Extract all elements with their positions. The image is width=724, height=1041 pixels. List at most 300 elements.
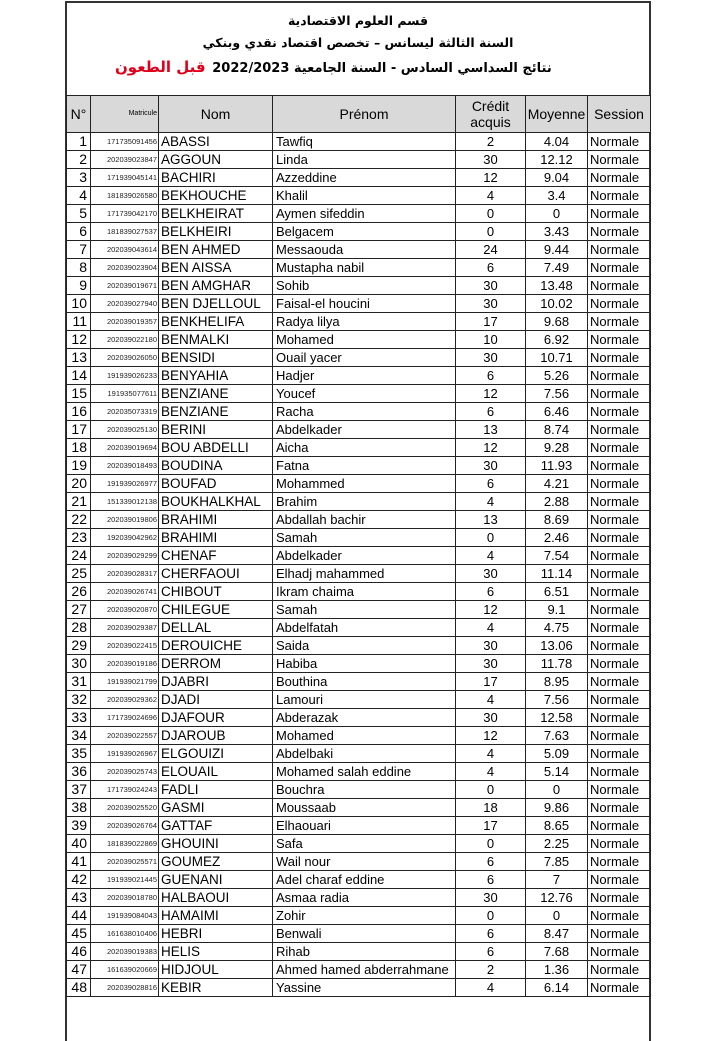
- session-cell: Normale: [588, 979, 651, 997]
- matricule-cell: 202039019671: [91, 277, 159, 295]
- nom-cell: AGGOUN: [159, 151, 273, 169]
- matricule-cell: 202039022415: [91, 637, 159, 655]
- credit-cell: 30: [456, 565, 526, 583]
- moyenne-cell: 3.43: [526, 223, 588, 241]
- table-row: [67, 871, 651, 889]
- matricule-cell: 161639020669: [91, 961, 159, 979]
- table-row: [67, 385, 651, 403]
- table-row: [67, 943, 651, 961]
- credit-cell: 30: [456, 277, 526, 295]
- credit-cell: 0: [456, 529, 526, 547]
- table-row: [67, 313, 651, 331]
- moyenne-cell: 5.26: [526, 367, 588, 385]
- session-cell: Normale: [588, 547, 651, 565]
- credit-cell: 0: [456, 781, 526, 799]
- matricule-cell: 202039026741: [91, 583, 159, 601]
- row-number: 34: [67, 727, 91, 745]
- session-cell: Normale: [588, 673, 651, 691]
- nom-cell: HELIS: [159, 943, 273, 961]
- credit-cell: 30: [456, 709, 526, 727]
- table-row: [67, 205, 651, 223]
- col-header-prenom: Prénom: [273, 96, 456, 133]
- matricule-cell: 191939021445: [91, 871, 159, 889]
- matricule-cell: 202039028317: [91, 565, 159, 583]
- matricule-cell: 202039020870: [91, 601, 159, 619]
- session-cell: Normale: [588, 331, 651, 349]
- prenom-cell: Asmaa radia: [273, 889, 456, 907]
- session-cell: Normale: [588, 907, 651, 925]
- nom-cell: DJAROUB: [159, 727, 273, 745]
- prenom-cell: Abdelfatah: [273, 619, 456, 637]
- credit-cell: 4: [456, 619, 526, 637]
- prenom-cell: Linda: [273, 151, 456, 169]
- credit-cell: 30: [456, 151, 526, 169]
- row-number: 23: [67, 529, 91, 547]
- credit-cell: 30: [456, 655, 526, 673]
- credit-cell: 4: [456, 979, 526, 997]
- nom-cell: DJADI: [159, 691, 273, 709]
- prenom-cell: Elhaouari: [273, 817, 456, 835]
- prenom-cell: Azzeddine: [273, 169, 456, 187]
- session-cell: Normale: [588, 529, 651, 547]
- nom-cell: ABASSI: [159, 133, 273, 151]
- matricule-cell: 161638010406: [91, 925, 159, 943]
- nom-cell: BOUKHALKHAL: [159, 493, 273, 511]
- matricule-cell: 202039019806: [91, 511, 159, 529]
- matricule-cell: 202039025571: [91, 853, 159, 871]
- moyenne-cell: 0: [526, 781, 588, 799]
- session-cell: Normale: [588, 493, 651, 511]
- table-row: [67, 583, 651, 601]
- moyenne-cell: 7.63: [526, 727, 588, 745]
- prenom-cell: Racha: [273, 403, 456, 421]
- matricule-cell: 191939084043: [91, 907, 159, 925]
- session-cell: Normale: [588, 259, 651, 277]
- prenom-cell: Mustapha nabil: [273, 259, 456, 277]
- credit-cell: 12: [456, 601, 526, 619]
- row-number: 7: [67, 241, 91, 259]
- table-row: [67, 439, 651, 457]
- table-row: [67, 601, 651, 619]
- table-row: [67, 511, 651, 529]
- col-header-moyenne: Moyenne: [526, 96, 588, 133]
- prenom-cell: Aicha: [273, 439, 456, 457]
- matricule-cell: 191939021799: [91, 673, 159, 691]
- moyenne-cell: 2.88: [526, 493, 588, 511]
- moyenne-cell: 1.36: [526, 961, 588, 979]
- credit-cell: 4: [456, 763, 526, 781]
- semester-title: نتائج السداسي السادس - السنة الجامعية 2022/2023: [212, 61, 552, 76]
- moyenne-cell: 6.51: [526, 583, 588, 601]
- prenom-cell: Mohamed: [273, 727, 456, 745]
- credit-cell: 4: [456, 745, 526, 763]
- moyenne-cell: 12.12: [526, 151, 588, 169]
- nom-cell: KEBIR: [159, 979, 273, 997]
- session-cell: Normale: [588, 151, 651, 169]
- row-number: 37: [67, 781, 91, 799]
- credit-cell: 17: [456, 817, 526, 835]
- moyenne-cell: 0: [526, 205, 588, 223]
- session-cell: Normale: [588, 727, 651, 745]
- prenom-cell: Bouchra: [273, 781, 456, 799]
- prenom-cell: Faisal-el houcini: [273, 295, 456, 313]
- table-row: [67, 709, 651, 727]
- credit-cell: 12: [456, 385, 526, 403]
- matricule-cell: 202039026050: [91, 349, 159, 367]
- nom-cell: GASMI: [159, 799, 273, 817]
- moyenne-cell: 6.14: [526, 979, 588, 997]
- matricule-cell: 202035073319: [91, 403, 159, 421]
- nom-cell: BOU ABDELLI: [159, 439, 273, 457]
- prenom-cell: Habiba: [273, 655, 456, 673]
- table-row: [67, 961, 651, 979]
- nom-cell: BACHIRI: [159, 169, 273, 187]
- prenom-cell: Abdelkader: [273, 547, 456, 565]
- credit-cell: 6: [456, 871, 526, 889]
- matricule-cell: 191939026977: [91, 475, 159, 493]
- row-number: 20: [67, 475, 91, 493]
- nom-cell: BENZIANE: [159, 385, 273, 403]
- prenom-cell: Samah: [273, 601, 456, 619]
- row-number: 17: [67, 421, 91, 439]
- matricule-cell: 151339012138: [91, 493, 159, 511]
- table-row: [67, 673, 651, 691]
- session-cell: Normale: [588, 709, 651, 727]
- prenom-cell: Ahmed hamed abderrahmane: [273, 961, 456, 979]
- col-header-session: Session: [588, 96, 651, 133]
- nom-cell: BEN AISSA: [159, 259, 273, 277]
- moyenne-cell: 9.04: [526, 169, 588, 187]
- session-cell: Normale: [588, 835, 651, 853]
- row-number: 8: [67, 259, 91, 277]
- matricule-cell: 171735091456: [91, 133, 159, 151]
- session-cell: Normale: [588, 565, 651, 583]
- prenom-cell: Abdelbaki: [273, 745, 456, 763]
- credit-cell: 6: [456, 853, 526, 871]
- table-row: [67, 493, 651, 511]
- row-number: 1: [67, 133, 91, 151]
- session-cell: Normale: [588, 583, 651, 601]
- row-number: 2: [67, 151, 91, 169]
- table-row: [67, 169, 651, 187]
- col-header-num: N°: [67, 96, 91, 133]
- row-number: 40: [67, 835, 91, 853]
- table-row: [67, 853, 651, 871]
- matricule-cell: 202039019186: [91, 655, 159, 673]
- prenom-cell: Belgacem: [273, 223, 456, 241]
- credit-cell: 0: [456, 907, 526, 925]
- session-cell: Normale: [588, 169, 651, 187]
- credit-cell: 12: [456, 727, 526, 745]
- matricule-cell: 202039029362: [91, 691, 159, 709]
- prenom-cell: Wail nour: [273, 853, 456, 871]
- moyenne-cell: 2.25: [526, 835, 588, 853]
- moyenne-cell: 8.65: [526, 817, 588, 835]
- session-cell: Normale: [588, 295, 651, 313]
- moyenne-cell: 3.4: [526, 187, 588, 205]
- matricule-cell: 202039028816: [91, 979, 159, 997]
- moyenne-cell: 9.68: [526, 313, 588, 331]
- nom-cell: BEKHOUCHE: [159, 187, 273, 205]
- nom-cell: HALBAOUI: [159, 889, 273, 907]
- matricule-cell: 192039042962: [91, 529, 159, 547]
- row-number: 44: [67, 907, 91, 925]
- credit-cell: 30: [456, 889, 526, 907]
- moyenne-cell: 8.69: [526, 511, 588, 529]
- nom-cell: HIDJOUL: [159, 961, 273, 979]
- row-number: 11: [67, 313, 91, 331]
- session-cell: Normale: [588, 763, 651, 781]
- moyenne-cell: 10.02: [526, 295, 588, 313]
- row-number: 48: [67, 979, 91, 997]
- row-number: 29: [67, 637, 91, 655]
- table-row: [67, 151, 651, 169]
- matricule-cell: 191939026233: [91, 367, 159, 385]
- moyenne-cell: 13.06: [526, 637, 588, 655]
- row-number: 19: [67, 457, 91, 475]
- credit-cell: 17: [456, 673, 526, 691]
- table-row: [67, 259, 651, 277]
- table-row: [67, 763, 651, 781]
- nom-cell: DELLAL: [159, 619, 273, 637]
- credit-cell: 4: [456, 547, 526, 565]
- prenom-cell: Yassine: [273, 979, 456, 997]
- matricule-cell: 202039027940: [91, 295, 159, 313]
- matricule-cell: 181839022869: [91, 835, 159, 853]
- matricule-cell: 202039025520: [91, 799, 159, 817]
- nom-cell: GOUMEZ: [159, 853, 273, 871]
- moyenne-cell: 0: [526, 907, 588, 925]
- session-cell: Normale: [588, 871, 651, 889]
- prenom-cell: Safa: [273, 835, 456, 853]
- table-row: [67, 277, 651, 295]
- row-number: 6: [67, 223, 91, 241]
- session-cell: Normale: [588, 385, 651, 403]
- nom-cell: DJAFOUR: [159, 709, 273, 727]
- credit-cell: 13: [456, 421, 526, 439]
- credit-cell: 24: [456, 241, 526, 259]
- session-cell: Normale: [588, 277, 651, 295]
- nom-cell: BOUDINA: [159, 457, 273, 475]
- credit-cell: 30: [456, 457, 526, 475]
- moyenne-cell: 4.21: [526, 475, 588, 493]
- session-cell: Normale: [588, 223, 651, 241]
- table-row: [67, 691, 651, 709]
- prenom-cell: Youcef: [273, 385, 456, 403]
- row-number: 36: [67, 763, 91, 781]
- nom-cell: DEROUICHE: [159, 637, 273, 655]
- row-number: 13: [67, 349, 91, 367]
- moyenne-cell: 8.95: [526, 673, 588, 691]
- nom-cell: BRAHIMI: [159, 529, 273, 547]
- nom-cell: BEN AMGHAR: [159, 277, 273, 295]
- moyenne-cell: 11.78: [526, 655, 588, 673]
- table-row: [67, 349, 651, 367]
- row-number: 32: [67, 691, 91, 709]
- credit-cell: 6: [456, 259, 526, 277]
- moyenne-cell: 9.86: [526, 799, 588, 817]
- nom-cell: BERINI: [159, 421, 273, 439]
- moyenne-cell: 6.46: [526, 403, 588, 421]
- table-row: [67, 187, 651, 205]
- nom-cell: CHILEGUE: [159, 601, 273, 619]
- table-row: [67, 367, 651, 385]
- row-number: 28: [67, 619, 91, 637]
- moyenne-cell: 13.48: [526, 277, 588, 295]
- table-row: [67, 907, 651, 925]
- moyenne-cell: 7.49: [526, 259, 588, 277]
- status-label: قبل الطعون: [115, 58, 206, 76]
- moyenne-cell: 7.85: [526, 853, 588, 871]
- credit-cell: 13: [456, 511, 526, 529]
- moyenne-cell: 5.14: [526, 763, 588, 781]
- session-cell: Normale: [588, 925, 651, 943]
- matricule-cell: 171739024243: [91, 781, 159, 799]
- session-cell: Normale: [588, 745, 651, 763]
- row-number: 45: [67, 925, 91, 943]
- credit-cell: 17: [456, 313, 526, 331]
- table-row: [67, 475, 651, 493]
- nom-cell: ELOUAIL: [159, 763, 273, 781]
- row-number: 25: [67, 565, 91, 583]
- table-row: [67, 547, 651, 565]
- matricule-cell: 191935077611: [91, 385, 159, 403]
- matricule-cell: 181839026580: [91, 187, 159, 205]
- table-row: [67, 781, 651, 799]
- credit-cell: 0: [456, 223, 526, 241]
- nom-cell: HEBRI: [159, 925, 273, 943]
- prenom-cell: Zohir: [273, 907, 456, 925]
- prenom-cell: Khalil: [273, 187, 456, 205]
- prenom-cell: Mohamed: [273, 331, 456, 349]
- moyenne-cell: 2.46: [526, 529, 588, 547]
- prenom-cell: Mohamed salah eddine: [273, 763, 456, 781]
- nom-cell: CHERFAOUI: [159, 565, 273, 583]
- nom-cell: BELKHEIRI: [159, 223, 273, 241]
- row-number: 33: [67, 709, 91, 727]
- prenom-cell: Moussaab: [273, 799, 456, 817]
- prenom-cell: Rihab: [273, 943, 456, 961]
- credit-cell: 6: [456, 583, 526, 601]
- prenom-cell: Mohammed: [273, 475, 456, 493]
- row-number: 12: [67, 331, 91, 349]
- row-number: 42: [67, 871, 91, 889]
- session-cell: Normale: [588, 781, 651, 799]
- col-header-matricule: Matricule: [91, 96, 159, 133]
- prenom-cell: Samah: [273, 529, 456, 547]
- session-cell: Normale: [588, 799, 651, 817]
- session-cell: Normale: [588, 637, 651, 655]
- credit-cell: 12: [456, 439, 526, 457]
- credit-label-line1: Crédit: [471, 98, 510, 114]
- matricule-cell: 171939045141: [91, 169, 159, 187]
- session-cell: Normale: [588, 205, 651, 223]
- row-number: 18: [67, 439, 91, 457]
- matricule-cell: 202039022180: [91, 331, 159, 349]
- session-cell: Normale: [588, 853, 651, 871]
- row-number: 47: [67, 961, 91, 979]
- results-table: [66, 95, 651, 997]
- moyenne-cell: 12.58: [526, 709, 588, 727]
- table-body: [67, 133, 651, 997]
- table-row: [67, 925, 651, 943]
- nom-cell: HAMAIMI: [159, 907, 273, 925]
- nom-cell: GATTAF: [159, 817, 273, 835]
- program-title: السنة الثالثة ليسانس – تخصص اقتصاد نقدي وبنكي: [202, 35, 514, 50]
- matricule-cell: 202039029387: [91, 619, 159, 637]
- prenom-cell: Sohib: [273, 277, 456, 295]
- matricule-cell: 202039019694: [91, 439, 159, 457]
- nom-cell: FADLI: [159, 781, 273, 799]
- nom-cell: CHIBOUT: [159, 583, 273, 601]
- credit-cell: 6: [456, 367, 526, 385]
- credit-cell: 6: [456, 943, 526, 961]
- matricule-cell: 202039025130: [91, 421, 159, 439]
- nom-cell: GUENANI: [159, 871, 273, 889]
- table-row: [67, 295, 651, 313]
- moyenne-cell: 6.92: [526, 331, 588, 349]
- table-row: [67, 457, 651, 475]
- moyenne-cell: 7.56: [526, 385, 588, 403]
- session-cell: Normale: [588, 439, 651, 457]
- session-cell: Normale: [588, 349, 651, 367]
- row-number: 41: [67, 853, 91, 871]
- credit-cell: 6: [456, 475, 526, 493]
- moyenne-cell: 10.71: [526, 349, 588, 367]
- credit-cell: 30: [456, 349, 526, 367]
- prenom-cell: Abderazak: [273, 709, 456, 727]
- matricule-cell: 202039023847: [91, 151, 159, 169]
- moyenne-cell: 11.14: [526, 565, 588, 583]
- moyenne-cell: 7.56: [526, 691, 588, 709]
- credit-cell: 10: [456, 331, 526, 349]
- credit-cell: 4: [456, 691, 526, 709]
- session-cell: Normale: [588, 457, 651, 475]
- matricule-cell: 202039026764: [91, 817, 159, 835]
- prenom-cell: Hadjer: [273, 367, 456, 385]
- session-cell: Normale: [588, 619, 651, 637]
- table-header-row: [67, 96, 651, 133]
- table-row: [67, 331, 651, 349]
- moyenne-cell: 4.04: [526, 133, 588, 151]
- nom-cell: BELKHEIRAT: [159, 205, 273, 223]
- prenom-cell: Fatna: [273, 457, 456, 475]
- department-title: قسم العلوم الاقتصادية: [287, 13, 429, 28]
- matricule-cell: 202039025743: [91, 763, 159, 781]
- credit-cell: 6: [456, 925, 526, 943]
- row-number: 10: [67, 295, 91, 313]
- col-header-nom: Nom: [159, 96, 273, 133]
- matricule-cell: 202039029299: [91, 547, 159, 565]
- nom-cell: BENSIDI: [159, 349, 273, 367]
- moyenne-cell: 5.09: [526, 745, 588, 763]
- credit-cell: 2: [456, 961, 526, 979]
- document-header: [67, 3, 649, 95]
- moyenne-cell: 9.44: [526, 241, 588, 259]
- row-number: 16: [67, 403, 91, 421]
- credit-cell: 2: [456, 133, 526, 151]
- nom-cell: BENYAHIA: [159, 367, 273, 385]
- table-row: [67, 835, 651, 853]
- prenom-cell: Abdelkader: [273, 421, 456, 439]
- table-row: [67, 529, 651, 547]
- table-row: [67, 655, 651, 673]
- prenom-cell: Ikram chaima: [273, 583, 456, 601]
- table-row: [67, 817, 651, 835]
- matricule-cell: 202039023904: [91, 259, 159, 277]
- prenom-cell: Abdallah bachir: [273, 511, 456, 529]
- nom-cell: BOUFAD: [159, 475, 273, 493]
